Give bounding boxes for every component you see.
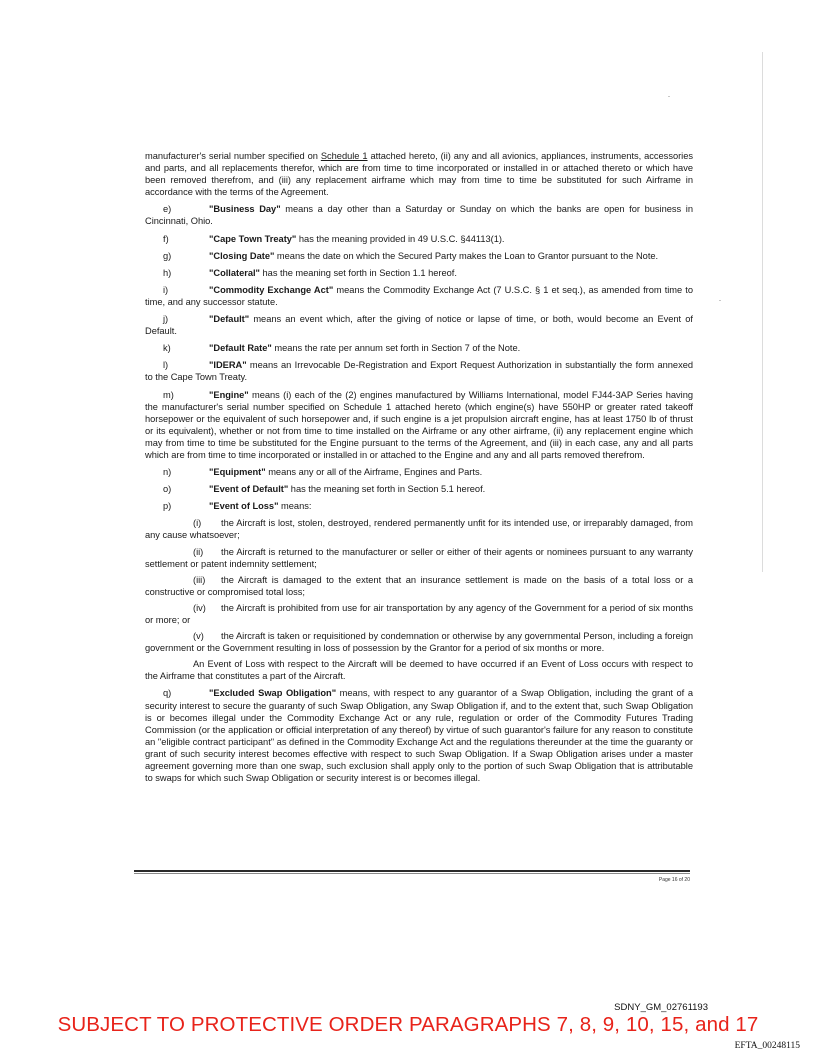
definition-item [145, 284, 693, 308]
definition-label: m) [163, 389, 174, 400]
definition-text: means the rate per annum set forth in Section 7 of the Note. [271, 343, 521, 354]
definition-text: has the meaning set forth in Section 5.1 hereof. [288, 484, 486, 495]
definition-item [145, 466, 693, 478]
definition-label: l) [163, 360, 169, 371]
event-of-loss-list [145, 517, 693, 654]
event-of-loss-text: the Aircraft is prohibited from use for air transportation by any agency of the Government for a period of six months or more; or [145, 602, 693, 625]
definition-term: "Cape Town Treaty" [209, 233, 297, 244]
scan-speck [719, 300, 721, 301]
definition-text: has the meaning provided in 49 U.S.C. §44113(1). [296, 233, 505, 244]
event-of-loss-item [145, 602, 693, 626]
event-of-loss-label: (iv) [193, 602, 206, 613]
definition-text: means the date on which the Secured Party makes the Loan to Grantor pursuant to the Note. [274, 250, 659, 261]
definition-label: n) [163, 467, 172, 478]
definition-term: "Event of Default" [209, 484, 289, 495]
definition-item [145, 359, 693, 383]
definition-label: j) [163, 314, 169, 325]
definition-item [145, 483, 693, 495]
page-number: Page 16 of 20 [658, 877, 690, 883]
efta-number: EFTA_00248115 [734, 1041, 800, 1051]
footer-rule-thin [134, 873, 690, 874]
definition-item [145, 342, 693, 354]
definition-term: "Closing Date" [209, 250, 275, 261]
definition-term: "Engine" [209, 389, 249, 400]
definition-term: "Collateral" [209, 267, 260, 278]
definition-term: "IDERA" [209, 360, 247, 371]
event-of-loss-text: the Aircraft is returned to the manufacturer or seller or either of their agents or nominees pursuant to any warranty settlement or patent indemnity settlement; [145, 546, 693, 569]
definitions-list [145, 203, 693, 512]
definition-term: "Excluded Swap Obligation" [209, 688, 337, 699]
definition-text: means, with respect to any guarantor of a Swap Obligation, including the grant of a security interest to secure the guaranty of such Swap Obligation, any Swap Obligation if, and to the extent that, such Swap Obligation is or becomes illegal under the Commodity Exchange Act or any rule, regulation or order of the Commodity Futures Trading Commission (or the application or official interpretation of any thereof) by virtue of such guarantor's failure for any reason to constitute an "eligible contract participant" as defined in the Commodity Exchange Act and the regulations thereunder at the time the guaranty or grant of such security interest becomes effective with respect to such Swap Obligation. If a Swap Obligation arises under a master agreement governing more than one swap, such exclusion shall apply only to the portion of such Swap Obligation that is attributable to swaps for which such Swap Obligation or security interest is or becomes illegal. [145, 688, 693, 784]
definition-item [145, 313, 693, 337]
definition-term: "Equipment" [209, 467, 266, 478]
definition-text: means a day other than a Saturday or Sunday on which the banks are open for business in Cincinnati, Ohio. [145, 204, 693, 227]
event-of-loss-item [145, 517, 693, 541]
definition-item [145, 250, 693, 262]
definition-item [145, 267, 693, 279]
definition-term: "Default" [209, 314, 250, 325]
event-of-loss-text: the Aircraft is taken or requisitioned by condemnation or otherwise by any governmental Person, including a foreign government or the Government resulting in loss of possession by the Grantor for a period of six months or more. [145, 631, 693, 654]
definition-excluded-swap-obligation [145, 687, 693, 784]
definition-text: means the Commodity Exchange Act (7 U.S.C. § 1 et seq.), as amended from time to time, and any successor statute. [145, 284, 693, 307]
event-of-loss-text: the Aircraft is lost, stolen, destroyed, rendered permanently unfit for its intended use, or irreparably damaged, from any cause whatsoever; [145, 518, 693, 541]
event-of-loss-item [145, 546, 693, 570]
definition-item [145, 500, 693, 512]
definition-text: means (i) each of the (2) engines manufactured by Williams International, model FJ44-3AP Series having the manufacturer's serial number specified on Schedule 1 attached hereto (which engine(s) have 550HP or greater rated takeoff horsepower or the equivalent of such horsepower and, if such engine is a jet propulsion aircraft engine, has at least 1750 lb of thrust or its equivalent), whether or not from time to time installed on the Airframe or any other airframe, (ii) any replacement engine which may from time to time be substituted for the Engine pursuant to the terms of the Agreement, and (iii) in each case, any and all parts which are from time to time incorporated or installed in or attached to the Engine and any and all parts removed therefrom. [145, 389, 693, 460]
definition-item [145, 233, 693, 245]
event-of-loss-note: An Event of Loss with respect to the Aircraft will be deemed to have occurred if an Event of Loss occurs with respect to the Airframe that constitutes a part of the Aircraft. [145, 659, 693, 682]
event-of-loss-text: the Aircraft is damaged to the extent that an insurance settlement is made on the basis of a total loss or a constructive or compromised total loss; [145, 574, 693, 597]
definition-label: i) [163, 284, 169, 295]
scan-speck [668, 96, 670, 97]
definition-term: "Commodity Exchange Act" [209, 284, 334, 295]
definition-item [145, 203, 693, 227]
definition-text: means any or all of the Airframe, Engines and Parts. [265, 467, 483, 478]
definition-label: k) [163, 343, 171, 354]
definition-label: o) [163, 484, 172, 495]
event-of-loss-label: (i) [193, 518, 202, 529]
scan-edge-line [762, 52, 763, 572]
definition-text: has the meaning set forth in Section 1.1 hereof. [259, 267, 457, 278]
protective-order-banner: SUBJECT TO PROTECTIVE ORDER PARAGRAPHS 7, 8, 9, 10, 15, and 17 [57, 1013, 759, 1036]
event-of-loss-item [145, 630, 693, 654]
bates-number: SDNY_GM_02761193 [614, 1002, 708, 1013]
definition-label: f) [163, 233, 169, 244]
event-of-loss-item [145, 574, 693, 598]
event-of-loss-label: (v) [193, 631, 204, 642]
definition-label: g) [163, 250, 172, 261]
definition-term: "Event of Loss" [209, 501, 279, 512]
event-of-loss-label: (ii) [193, 546, 204, 557]
definition-term: "Default Rate" [209, 343, 272, 354]
document-body [145, 150, 693, 789]
definition-text: means an event which, after the giving of notice or lapse of time, or both, would become an Event of Default. [145, 314, 693, 337]
footer-rule [134, 870, 690, 872]
event-of-loss-label: (iii) [193, 574, 206, 585]
definition-label: q) [163, 688, 172, 699]
definition-text: means an Irrevocable De-Registration and Export Request Authorization in substantially the form annexed to the Cape Town Treaty. [145, 360, 693, 383]
definition-label: e) [163, 204, 172, 215]
schedule-reference: Schedule 1 [320, 151, 368, 161]
definition-term: "Business Day" [209, 204, 281, 215]
definition-label: h) [163, 267, 172, 278]
definition-label: p) [163, 501, 172, 512]
intro-paragraph: manufacturer's serial number specified on Schedule 1 attached hereto, (ii) any and all avionics, appliances, instruments, accessories and parts, and all replacements therefor, which are from time to time incorporated or installed in or attached thereto or which have been removed therefrom, and (iii) any replacement airframe which may from time to time be substituted for such Airframe in accordance with the terms of the Agreement. [145, 151, 693, 198]
definition-item [145, 389, 693, 462]
definition-text: means: [278, 501, 312, 512]
